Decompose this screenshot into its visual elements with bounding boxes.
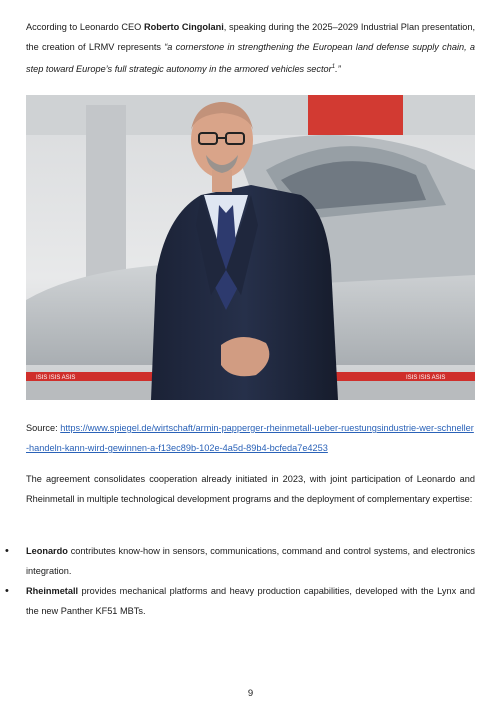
banner-text-right: ISIS ISIS ASIS — [406, 375, 446, 381]
source-label: Source: — [26, 423, 61, 433]
source-link[interactable]: https://www.spiegel.de/wirtschaft/armin-papperger-rheinmetall-ueber-ruestungsindustrie-wer-schneller-handeln-kann-wird-gewinnen-a-f13ec89b-102e-4a5d-89b4-bcfeda7e4253 — [26, 423, 474, 453]
list-item-text: contributes know-how in sensors, communications, command and control systems, and electronics integration. — [26, 546, 475, 576]
ceo-photo — [26, 95, 475, 400]
list-item-text: provides mechanical platforms and heavy production capabilities, developed with the Lynx and the new Panther KF51 MBTs. — [26, 586, 475, 616]
contributions-list — [26, 541, 475, 621]
ceo-name: Roberto Cingolani — [144, 22, 224, 32]
photo-source — [26, 418, 475, 458]
list-item — [26, 541, 475, 581]
page-number: 9 — [247, 688, 254, 699]
footnote-marker: 1 — [331, 64, 336, 70]
intro-text-start: According to Leonardo CEO — [26, 22, 145, 32]
list-item-company: Rheinmetall — [26, 586, 79, 596]
banner-text-left: ISIS ISIS ASIS — [36, 375, 76, 381]
quote-end: .” — [335, 64, 341, 75]
list-item-company: Leonardo — [26, 546, 68, 556]
quote-text: “a cornerstone in strengthening the European land defense supply chain, a step toward Europe’s full strategic autonomy in the armored vehicles sector — [26, 42, 475, 75]
intro-text-mid: , speaking during the 2025–2029 Industrial Plan presentation, the creation of LRMV represents — [26, 22, 476, 52]
agreement-paragraph: The agreement consolidates cooperation already initiated in 2023, with joint participation of Leonardo and Rheinmetall in multiple technological development programs and the deployment of complementary expertise: — [26, 474, 475, 504]
list-item — [26, 581, 475, 621]
intro-paragraph — [26, 17, 475, 79]
